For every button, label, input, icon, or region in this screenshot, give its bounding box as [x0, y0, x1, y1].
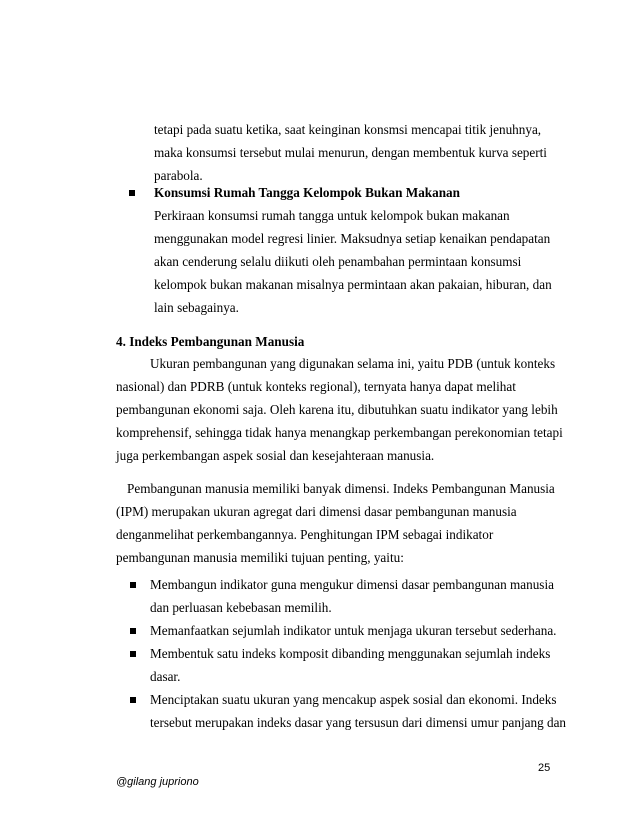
list-item: Menciptakan suatu ukuran yang mencakup aspek sosial dan ekonomi. Indeks: [150, 692, 557, 707]
square-bullet-icon: [130, 628, 136, 634]
text-line: denganmelihat perkembangannya. Penghitungan IPM sebagai indikator: [116, 527, 494, 542]
text-line: parabola.: [154, 168, 203, 183]
text-line: lain sebagainya.: [154, 300, 239, 315]
square-bullet-icon: [130, 697, 136, 703]
section-title: 4. Indeks Pembangunan Manusia: [116, 334, 305, 349]
text-line: kelompok bukan makanan misalnya permintaan akan pakaian, hiburan, dan: [154, 277, 552, 292]
list-item: dan perluasan kebebasan memilih.: [150, 600, 332, 615]
list-item: Memanfaatkan sejumlah indikator untuk menjaga ukuran tersebut sederhana.: [150, 623, 557, 638]
text-line: pembangunan ekonomi saja. Oleh karena itu, dibutuhkan suatu indikator yang lebih: [116, 402, 558, 417]
text-line: tetapi pada suatu ketika, saat keinginan konsmsi mencapai titik jenuhnya,: [154, 122, 542, 137]
text-line: Ukuran pembangunan yang digunakan selama ini, yaitu PDB (untuk konteks: [150, 356, 556, 371]
text-line: juga perkembangan aspek sosial dan kesejahteraan manusia.: [116, 448, 435, 463]
list-item: dasar.: [150, 669, 181, 684]
subheading: Konsumsi Rumah Tangga Kelompok Bukan Makanan: [154, 185, 460, 200]
square-bullet-icon: [129, 190, 135, 196]
text-line: Pembangunan manusia memiliki banyak dimensi. Indeks Pembangunan Manusia: [127, 481, 555, 496]
text-line: nasional) dan PDRB (untuk konteks regional), ternyata hanya dapat melihat: [116, 379, 516, 394]
square-bullet-icon: [130, 651, 136, 657]
page-number: 25: [538, 762, 551, 774]
text-line: komprehensif, sehingga tidak hanya menangkap perkembangan perekonomian tetapi: [116, 425, 563, 440]
text-line: Perkiraan konsumsi rumah tangga untuk kelompok bukan makanan: [154, 208, 510, 223]
text-line: pembangunan manusia memiliki tujuan penting, yaitu:: [116, 550, 404, 565]
text-line: menggunakan model regresi linier. Maksudnya setiap kenaikan pendapatan: [154, 231, 551, 246]
list-item: Membentuk satu indeks komposit dibanding menggunakan sejumlah indeks: [150, 646, 551, 661]
author-credit: @gilang jupriono: [116, 776, 199, 788]
list-item: Membangun indikator guna mengukur dimensi dasar pembangunan manusia: [150, 577, 554, 592]
text-line: maka konsumsi tersebut mulai menurun, dengan membentuk kurva seperti: [154, 145, 547, 160]
text-line: akan cenderung selalu diikuti oleh penambahan permintaan konsumsi: [154, 254, 522, 269]
list-item: tersebut merupakan indeks dasar yang tersusun dari dimensi umur panjang dan: [150, 715, 567, 730]
square-bullet-icon: [130, 582, 136, 588]
text-line: (IPM) merupakan ukuran agregat dari dimensi dasar pembangunan manusia: [116, 504, 517, 519]
